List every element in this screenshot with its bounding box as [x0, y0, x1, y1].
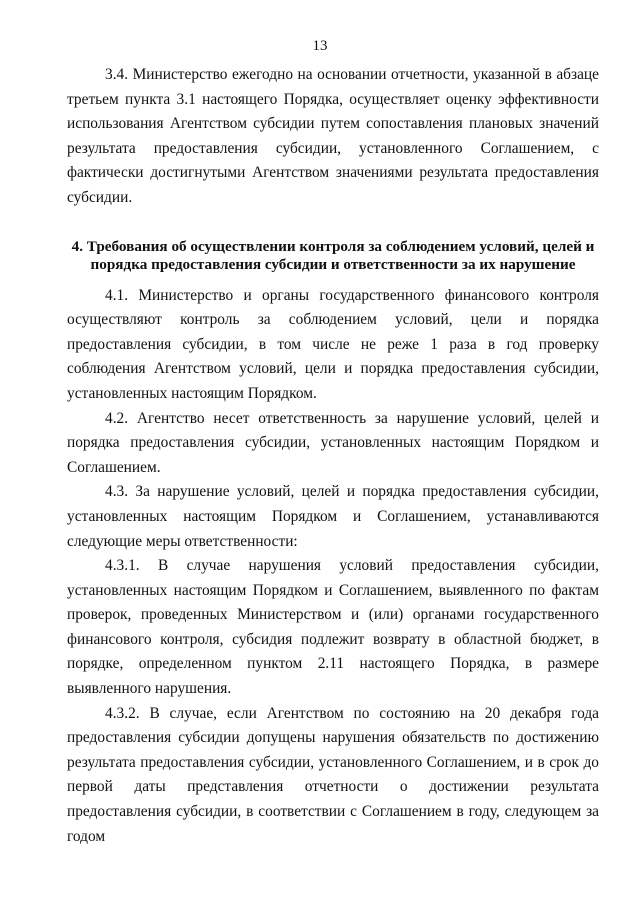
section-4-heading: [67, 238, 599, 275]
paragraph-4-1: 4.1. Министерство и органы государственного финансового контроля осуществляют контроль за соблюдением условий, цели и порядка предоставления субсидии, в том числе не реже 1 раза в год проверку соблюдения Агентством условий, цели и порядка предоставления субсидии, установленных настоящим Порядком.: [67, 286, 599, 402]
section-4-heading-line-1: 4. Требования об осуществлении контроля за соблюдением условий, целей и: [71, 237, 595, 255]
paragraph-4-2: 4.2. Агентство несет ответственность за нарушение условий, целей и порядка предоставления субсидии, установленных настоящим Порядком и Соглашением.: [67, 409, 599, 476]
paragraph-4-3-1: 4.3.1. В случае нарушения условий предоставления субсидии, установленных настоящим Порядком и Соглашением, выявленного по фактам проверок, проведенных Министерством и (или) органами государственного финансового контроля, субсидия подлежит возврату в областной бюджет, в порядке, определенном пунктом 2.11 настоящего Порядка, в размере выявленного нарушения.: [67, 557, 599, 698]
paragraph-4-3-2: 4.3.2. В случае, если Агентством по состоянию на 20 декабря года предоставления субсидии допущены нарушения обязательств по достижению результата предоставления субсидии, установленного Соглашением, и в срок до первой даты представления отчетности о достижении результата предоставления субсидии, в соответствии с Соглашением в году, следующем за годом: [67, 704, 599, 845]
paragraph-3-4: 3.4. Министерство ежегодно на основании отчетности, указанной в абзаце третьем пункта 3.1 настоящего Порядка, осуществляет оценку эффективности использования Агентством субсидии путем сопоставления плановых значений результата предоставления субсидии, установленного Соглашением, с фактически достигнутыми Агентством значениями результата предоставления субсидии.: [67, 66, 599, 206]
section-4-heading-line-2: порядка предоставления субсидии и ответственности за их нарушение: [90, 256, 576, 274]
page-number: 13: [312, 38, 328, 54]
document-body: [67, 63, 599, 849]
paragraph-4-3: 4.3. За нарушение условий, целей и порядка предоставления субсидии, установленных настоящим Порядком и Соглашением, устанавливаются следующие меры ответственности:: [67, 483, 599, 550]
